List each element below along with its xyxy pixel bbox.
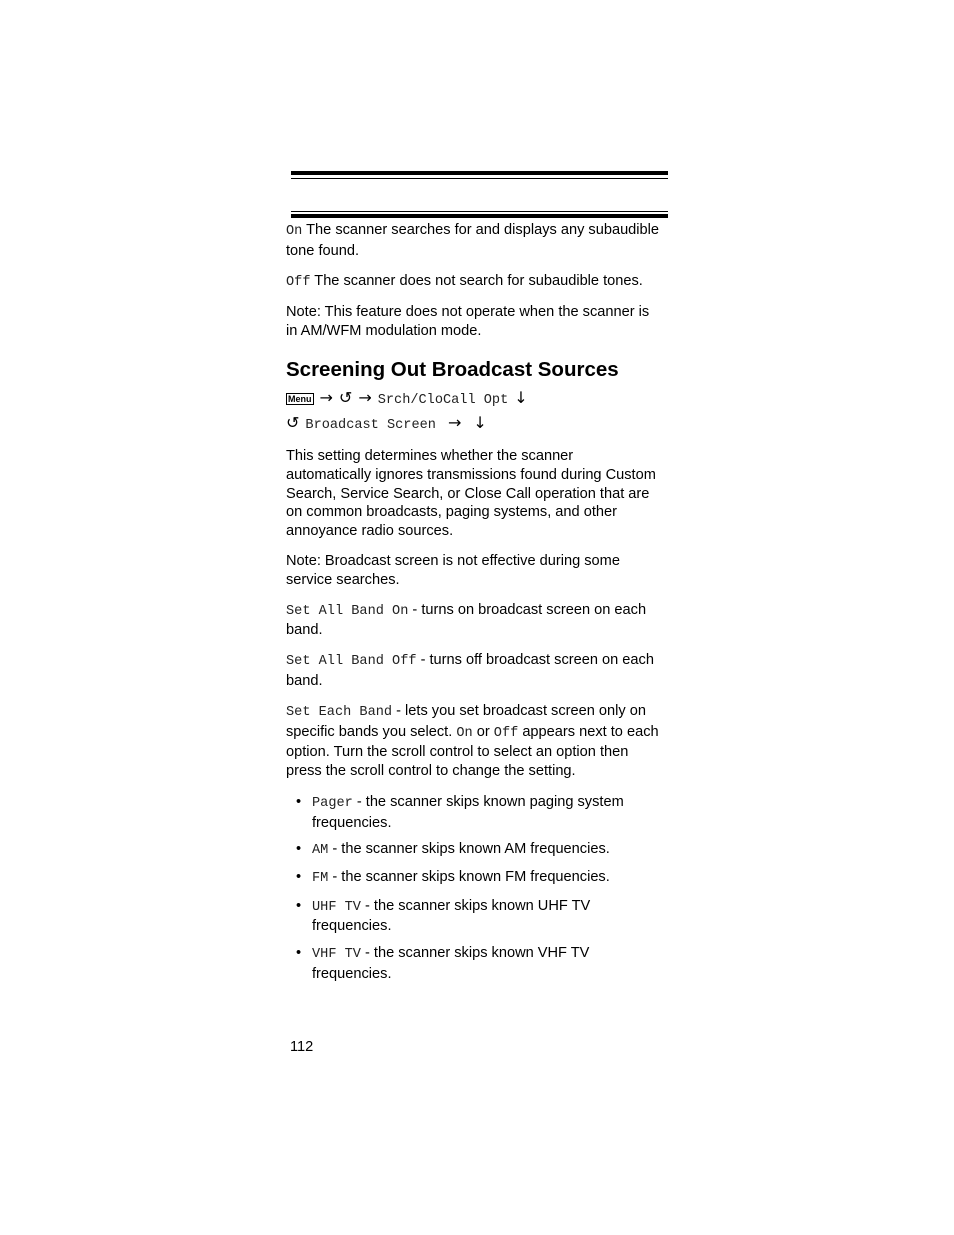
option-term: Set Each Band	[286, 704, 393, 720]
list-item	[286, 840, 661, 861]
page-content	[286, 221, 661, 991]
page-number: 112	[290, 1039, 314, 1055]
section-title: Screening Out Broadcast Sources	[286, 357, 619, 381]
arrow-down-icon: ↓	[473, 412, 487, 432]
menu-path-item-broadcast-screen: Broadcast Screen	[305, 417, 436, 433]
off-value: Off	[493, 725, 519, 741]
option-text-a: - lets you set broadcast screen only on specific bands you select.	[286, 702, 646, 740]
menu-path-line-1	[286, 387, 661, 412]
option-set-each-band	[286, 702, 661, 781]
list-item	[286, 944, 661, 984]
on-definition	[286, 221, 661, 261]
or-text: or	[472, 723, 494, 740]
section-description: This setting determines whether the scanner automatically ignores transmissions found during Custom Search, Service Search, or Close Call operation that are on common broadcasts, paging systems, and other annoyance radio sources.	[286, 447, 656, 540]
option-set-all-band-on	[286, 601, 661, 641]
band-text: - the scanner skips known AM frequencies.	[328, 841, 610, 858]
option-text-b: appears next to each option. Turn the scroll control to select an option then press the scroll control to change the setting.	[286, 723, 659, 780]
band-term: Pager	[312, 795, 353, 811]
option-set-all-band-off	[286, 651, 661, 691]
menu-key-icon: Menu	[288, 393, 312, 404]
option-term: Set All Band Off	[286, 654, 417, 670]
list-item	[286, 868, 661, 889]
band-term: AM	[312, 843, 329, 859]
band-text: - the scanner skips known VHF TV frequencies.	[312, 944, 590, 982]
menu-path-item-srch-clocall-opt: Srch/CloCall Opt	[377, 392, 509, 408]
bullet-icon: •	[296, 841, 302, 858]
off-term: Off	[286, 274, 311, 290]
arrow-right-icon: →	[447, 412, 462, 432]
band-term: UHF TV	[312, 899, 361, 915]
bullet-icon: •	[296, 897, 302, 914]
broadcast-note: Note: Broadcast screen is not effective during some service searches.	[286, 552, 620, 588]
arrow-down-icon: ↓	[514, 387, 528, 407]
off-text: The scanner does not search for subaudible tones.	[314, 272, 643, 289]
band-text: - the scanner skips known paging system frequencies.	[312, 793, 624, 831]
header-rule-top	[291, 171, 668, 181]
list-item	[286, 793, 661, 833]
on-term: On	[286, 224, 303, 239]
menu-path	[286, 387, 661, 437]
bullet-icon: •	[296, 944, 302, 961]
list-item	[286, 897, 661, 937]
arrow-right-icon: →	[319, 387, 333, 407]
bullet-icon: •	[296, 869, 302, 886]
off-definition	[286, 272, 661, 293]
menu-path-line-2	[286, 412, 661, 437]
scroll-control-icon: ↺	[338, 387, 353, 407]
option-text: - turns off broadcast screen on each band.	[286, 652, 654, 689]
header-rule-bottom	[291, 211, 668, 219]
on-value: On	[456, 725, 473, 741]
scroll-control-icon: ↺	[286, 412, 300, 432]
option-text: - turns on broadcast screen on each band.	[286, 601, 647, 639]
on-text: The scanner searches for and displays any subaudible tone found.	[286, 222, 660, 259]
band-term: FM	[312, 871, 329, 887]
band-list	[286, 793, 661, 983]
bullet-icon: •	[296, 793, 302, 810]
band-term: VHF TV	[312, 946, 361, 962]
option-term: Set All Band On	[286, 603, 409, 619]
band-text: - the scanner skips known UHF TV frequencies.	[312, 897, 591, 935]
band-text: - the scanner skips known FM frequencies.	[328, 869, 610, 886]
arrow-right-icon: →	[358, 387, 372, 407]
modulation-note: Note: This feature does not operate when the scanner is in AM/WFM modulation mode.	[286, 304, 650, 340]
